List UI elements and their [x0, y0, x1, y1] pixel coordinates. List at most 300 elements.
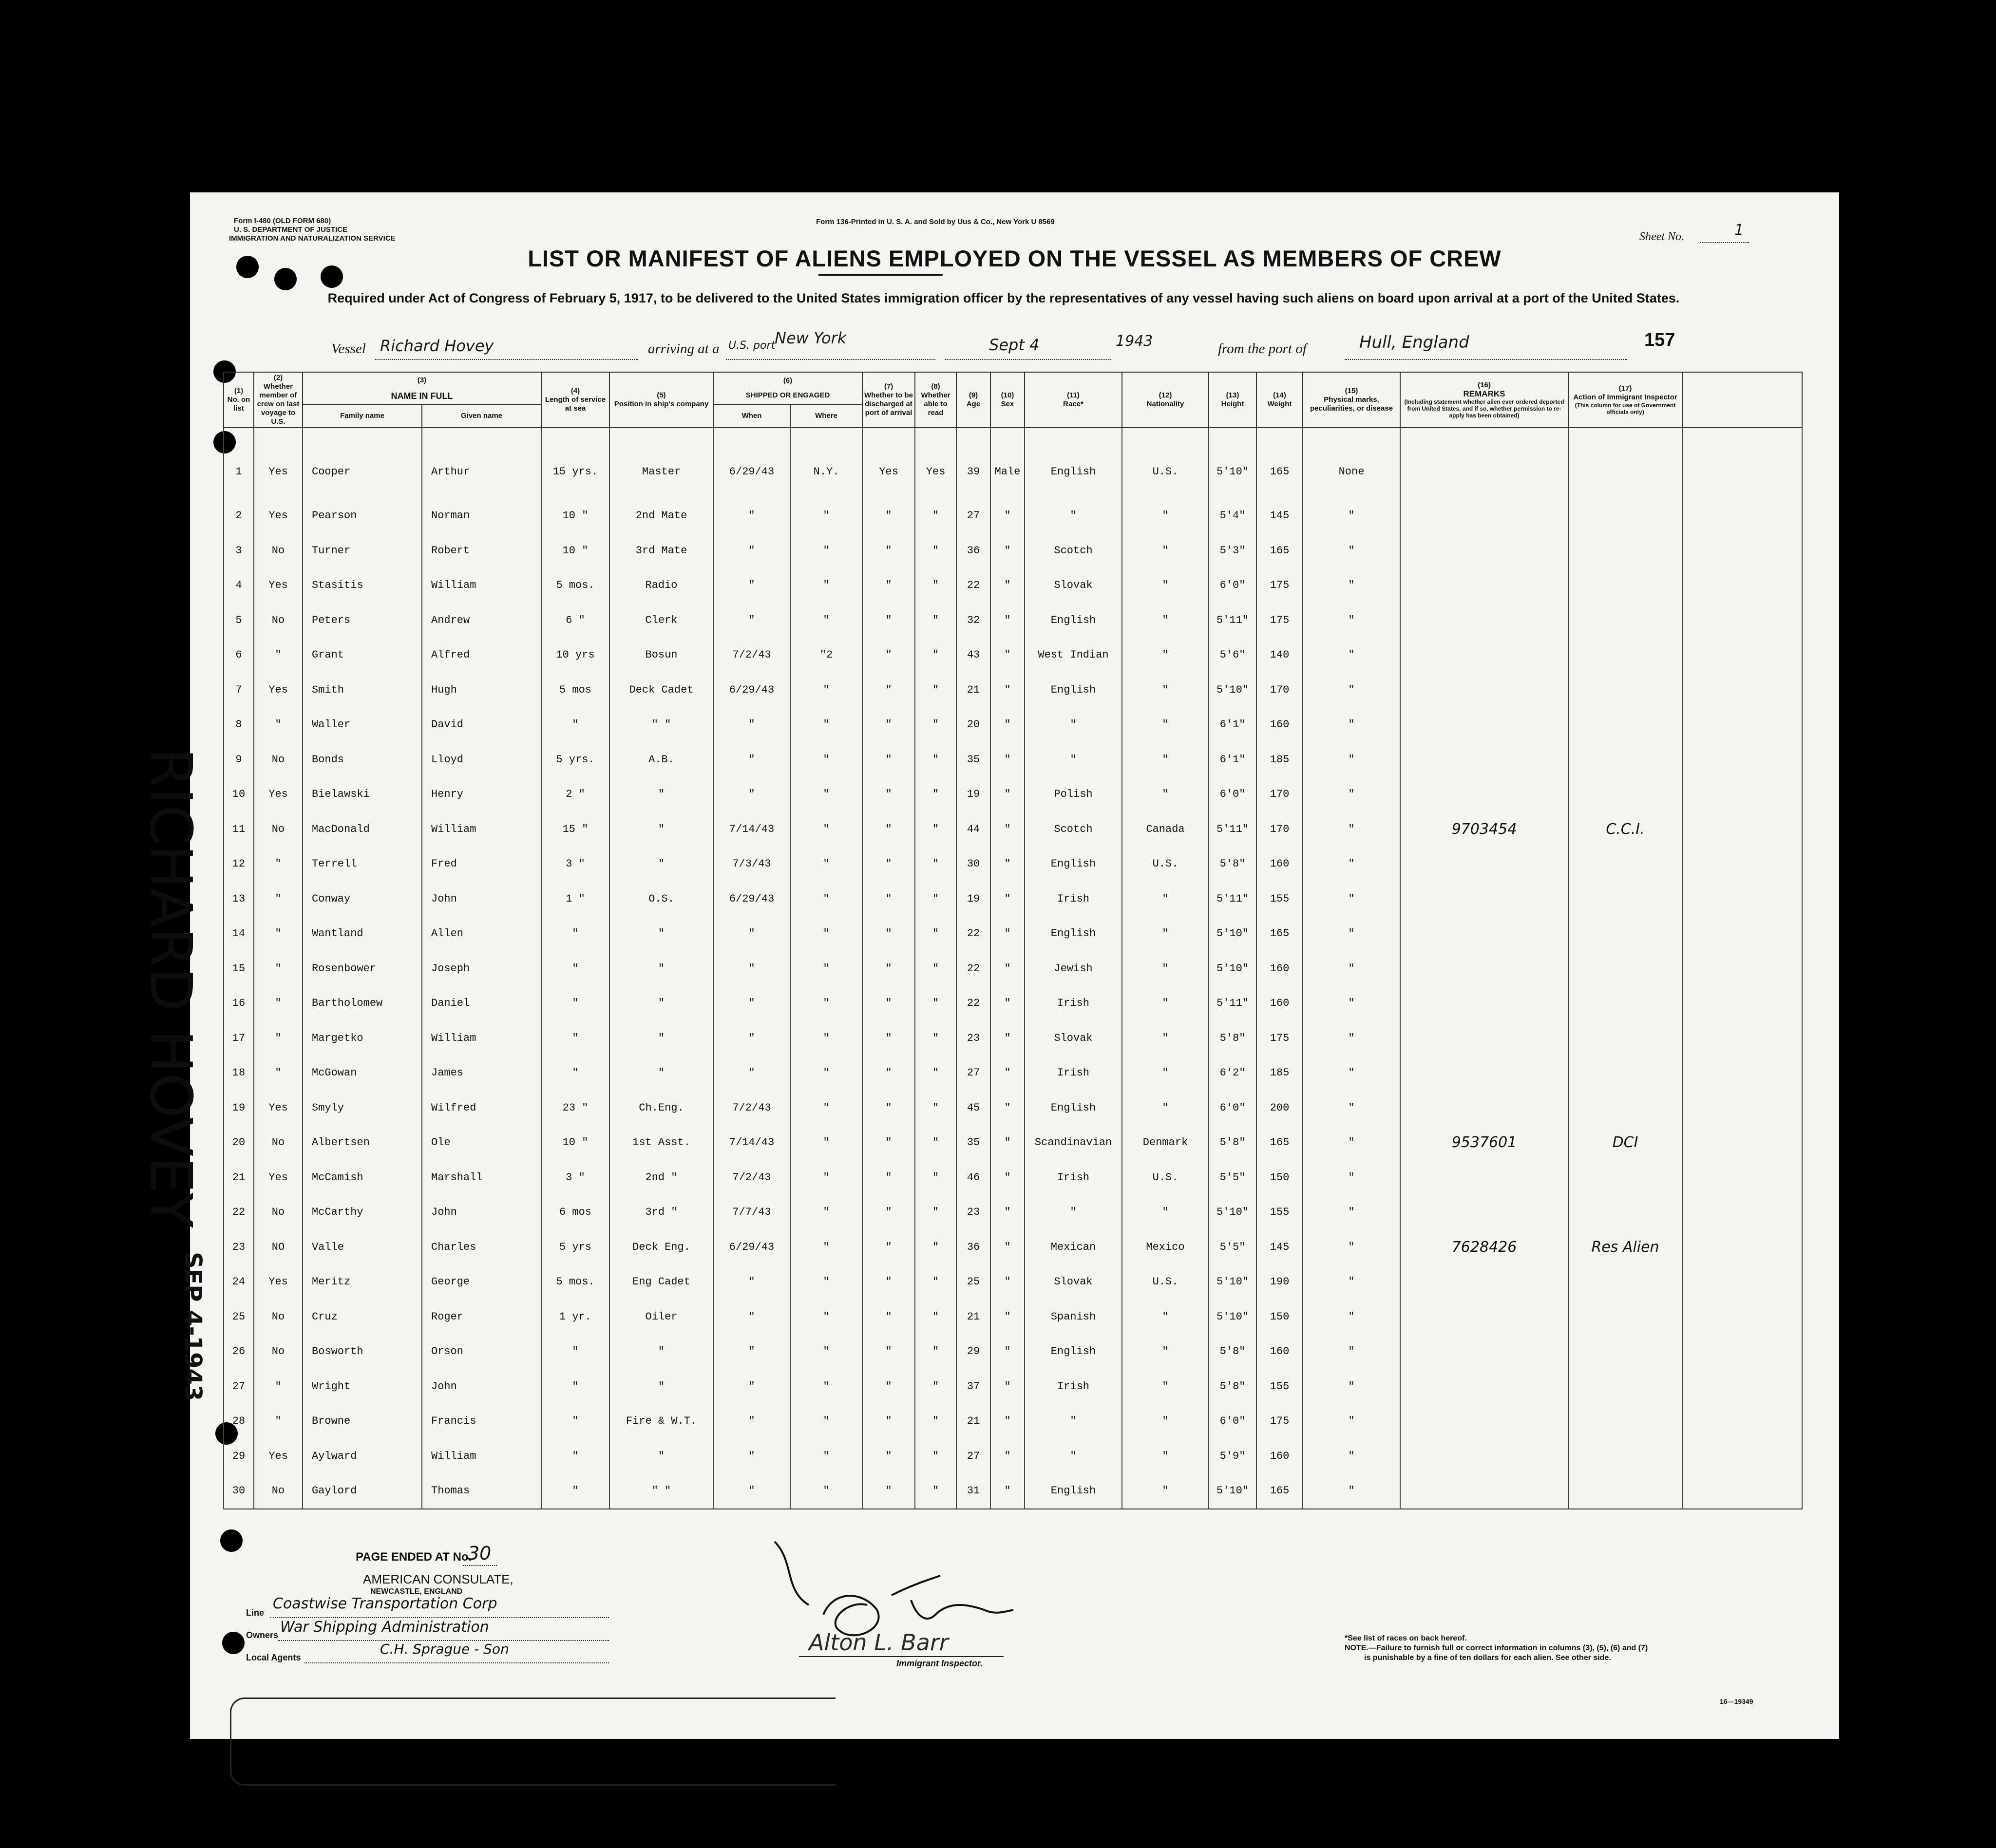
- discharge-cell: ": [862, 498, 915, 533]
- page-number: 157: [1644, 330, 1675, 350]
- sex-cell: ": [990, 1021, 1025, 1056]
- agents-value: C.H. Sprague - Son: [380, 1641, 509, 1657]
- row-number-cell: 12: [224, 847, 254, 882]
- nationality-cell: ": [1122, 951, 1209, 986]
- crew-row: [224, 498, 1802, 533]
- last-voyage-cell: No: [254, 812, 303, 847]
- row-number-cell: 22: [224, 1195, 254, 1230]
- shipped-when-cell: 7/2/43: [713, 1091, 790, 1126]
- shipped-where-cell: ": [790, 1125, 862, 1160]
- read-cell: ": [915, 568, 956, 603]
- last-voyage-cell: ": [254, 707, 303, 742]
- crew-row: [224, 1125, 1802, 1160]
- crew-row: [224, 428, 1802, 498]
- race-cell: English: [1025, 1091, 1122, 1126]
- col-family-name-header: Family name: [303, 404, 422, 428]
- height-cell: 5'10": [1209, 428, 1256, 498]
- height-cell: 5'8": [1209, 1021, 1256, 1056]
- sex-cell: ": [990, 1230, 1025, 1265]
- inspector-action-cell: [1568, 986, 1682, 1021]
- race-cell: ": [1025, 1195, 1122, 1230]
- blank-cell: [1682, 951, 1802, 986]
- discharge-cell: ": [862, 1439, 915, 1474]
- given-name-cell: Roger: [422, 1300, 541, 1335]
- sex-cell: ": [990, 951, 1025, 986]
- position-cell: ": [609, 951, 713, 986]
- vessel-label: Vessel: [331, 341, 366, 357]
- height-cell: 5'8": [1209, 1334, 1256, 1369]
- shipped-when-cell: ": [713, 1300, 790, 1335]
- given-name-cell: Charles: [422, 1230, 541, 1265]
- weight-cell: 175: [1256, 568, 1303, 603]
- read-cell: ": [915, 1334, 956, 1369]
- page-ended-value: 30: [468, 1543, 492, 1564]
- weight-cell: 175: [1256, 1021, 1303, 1056]
- col-discharge-header: (7) Whether to be discharged at port of arrival: [862, 372, 915, 428]
- crew-row: [224, 707, 1802, 742]
- sex-cell: Male: [990, 428, 1025, 498]
- read-cell: ": [915, 498, 956, 533]
- sex-cell: ": [990, 1056, 1025, 1091]
- service-length-cell: ": [541, 1404, 609, 1439]
- shipped-when-cell: 7/7/43: [713, 1195, 790, 1230]
- shipped-when-cell: ": [713, 603, 790, 638]
- service-length-cell: 5 yrs: [541, 1230, 609, 1265]
- shipped-when-cell: 6/29/43: [713, 1230, 790, 1265]
- shipped-where-cell: ": [790, 916, 862, 951]
- shipped-where-cell: ": [790, 847, 862, 882]
- service-length-cell: 1 yr.: [541, 1300, 609, 1335]
- sex-cell: ": [990, 986, 1025, 1021]
- row-number-cell: 19: [224, 1091, 254, 1126]
- physical-marks-cell: ": [1303, 568, 1400, 603]
- inspector-action-cell: [1568, 1334, 1682, 1369]
- family-name-cell: Smith: [303, 673, 422, 708]
- shipped-when-cell: 6/29/43: [713, 882, 790, 917]
- age-cell: 20: [956, 707, 990, 742]
- read-cell: ": [915, 533, 956, 568]
- weight-cell: 175: [1256, 603, 1303, 638]
- shipped-where-cell: ": [790, 1091, 862, 1126]
- shipped-where-cell: ": [790, 1404, 862, 1439]
- read-cell: ": [915, 812, 956, 847]
- given-name-cell: Fred: [422, 847, 541, 882]
- family-name-cell: MacDonald: [303, 812, 422, 847]
- last-voyage-cell: No: [254, 603, 303, 638]
- last-voyage-cell: ": [254, 951, 303, 986]
- row-number-cell: 26: [224, 1334, 254, 1369]
- family-name-cell: Cooper: [303, 428, 422, 498]
- service-length-cell: 10 ": [541, 498, 609, 533]
- given-name-cell: William: [422, 568, 541, 603]
- given-name-cell: David: [422, 707, 541, 742]
- given-name-cell: Daniel: [422, 986, 541, 1021]
- age-cell: 25: [956, 1264, 990, 1300]
- department-label: U. S. DEPARTMENT OF JUSTICE: [234, 226, 348, 234]
- height-cell: 5'11": [1209, 812, 1256, 847]
- shipped-where-cell: ": [790, 1195, 862, 1230]
- inspector-action-cell: [1568, 742, 1682, 777]
- position-cell: ": [609, 777, 713, 812]
- discharge-cell: ": [862, 1334, 915, 1369]
- age-cell: 27: [956, 1439, 990, 1474]
- remarks-cell: [1400, 986, 1568, 1021]
- height-cell: 5'5": [1209, 1160, 1256, 1195]
- crew-row: [224, 777, 1802, 812]
- inspector-action-cell: Res Alien: [1568, 1230, 1682, 1265]
- remarks-cell: [1400, 1334, 1568, 1369]
- age-cell: 46: [956, 1160, 990, 1195]
- sheet-number-label: Sheet No.: [1639, 230, 1684, 243]
- nationality-cell: ": [1122, 638, 1209, 673]
- shipped-when-cell: ": [713, 1404, 790, 1439]
- crew-row: [224, 1473, 1802, 1509]
- physical-marks-cell: ": [1303, 1160, 1400, 1195]
- owners-value: War Shipping Administration: [280, 1619, 489, 1636]
- sex-cell: ": [990, 1300, 1025, 1335]
- punch-hole: [220, 1529, 243, 1552]
- discharge-cell: ": [862, 812, 915, 847]
- height-cell: 5'6": [1209, 638, 1256, 673]
- service-length-cell: 23 ": [541, 1091, 609, 1126]
- last-voyage-cell: ": [254, 638, 303, 673]
- position-cell: Eng Cadet: [609, 1264, 713, 1300]
- sex-cell: ": [990, 1473, 1025, 1509]
- blank-cell: [1682, 777, 1802, 812]
- inspector-action-cell: C.C.I.: [1568, 812, 1682, 847]
- physical-marks-cell: ": [1303, 1404, 1400, 1439]
- blank-cell: [1682, 1125, 1802, 1160]
- family-name-cell: Browne: [303, 1404, 422, 1439]
- discharge-cell: ": [862, 986, 915, 1021]
- age-cell: 21: [956, 673, 990, 708]
- given-name-cell: Ole: [422, 1125, 541, 1160]
- shipped-where-cell: ": [790, 533, 862, 568]
- physical-marks-cell: ": [1303, 638, 1400, 673]
- blank-cell: [1682, 742, 1802, 777]
- owners-label: Owners: [246, 1630, 279, 1640]
- read-cell: ": [915, 847, 956, 882]
- inspector-action-cell: [1568, 1439, 1682, 1474]
- position-cell: ": [609, 1056, 713, 1091]
- remarks-cell: [1400, 673, 1568, 708]
- given-name-cell: William: [422, 1439, 541, 1474]
- blank-cell: [1682, 1264, 1802, 1300]
- nationality-cell: ": [1122, 1334, 1209, 1369]
- col-given-name-header: Given name: [422, 404, 541, 428]
- position-cell: ": [609, 812, 713, 847]
- nationality-cell: ": [1122, 1300, 1209, 1335]
- inspector-action-cell: [1568, 882, 1682, 917]
- physical-marks-cell: ": [1303, 847, 1400, 882]
- blank-cell: [1682, 707, 1802, 742]
- blank-cell: [1682, 568, 1802, 603]
- physical-marks-cell: ": [1303, 1230, 1400, 1265]
- physical-marks-cell: None: [1303, 428, 1400, 498]
- row-number-cell: 18: [224, 1056, 254, 1091]
- shipped-when-cell: 7/14/43: [713, 1125, 790, 1160]
- read-cell: ": [915, 673, 956, 708]
- remarks-cell: [1400, 1439, 1568, 1474]
- vessel-name-line: [375, 359, 638, 360]
- races-note: *See list of races on back hereof.: [1345, 1634, 1467, 1642]
- remarks-cell: [1400, 568, 1568, 603]
- discharge-cell: Yes: [862, 428, 915, 498]
- row-number-cell: 1: [224, 428, 254, 498]
- family-name-cell: Wright: [303, 1369, 422, 1404]
- weight-cell: 150: [1256, 1300, 1303, 1335]
- weight-cell: 170: [1256, 673, 1303, 708]
- remarks-cell: [1400, 1056, 1568, 1091]
- weight-cell: 165: [1256, 533, 1303, 568]
- family-name-cell: Peters: [303, 603, 422, 638]
- remarks-cell: [1400, 498, 1568, 533]
- height-cell: 5'10": [1209, 1195, 1256, 1230]
- inspector-action-cell: [1568, 1021, 1682, 1056]
- from-port: Hull, England: [1359, 333, 1469, 352]
- col-age-header: (9) Age: [956, 372, 990, 428]
- blank-cell: [1682, 847, 1802, 882]
- service-label: IMMIGRATION AND NATURALIZATION SERVICE: [229, 234, 396, 243]
- crew-row: [224, 1369, 1802, 1404]
- row-number-cell: 20: [224, 1125, 254, 1160]
- last-voyage-cell: No: [254, 1334, 303, 1369]
- height-cell: 5'8": [1209, 1125, 1256, 1160]
- vessel-stamp: RICHARD HOVEY: [137, 748, 205, 1228]
- nationality-cell: ": [1122, 1369, 1209, 1404]
- read-cell: ": [915, 1091, 956, 1126]
- race-cell: ": [1025, 742, 1122, 777]
- race-cell: Irish: [1025, 1056, 1122, 1091]
- family-name-cell: Valle: [303, 1230, 422, 1265]
- crew-row: [224, 1439, 1802, 1474]
- position-cell: A.B.: [609, 742, 713, 777]
- sheet-number-value: 1: [1734, 222, 1744, 239]
- sex-cell: ": [990, 1369, 1025, 1404]
- age-cell: 31: [956, 1473, 990, 1509]
- race-cell: Slovak: [1025, 1264, 1122, 1300]
- read-cell: ": [915, 1300, 956, 1335]
- position-cell: Ch.Eng.: [609, 1091, 713, 1126]
- remarks-cell: [1400, 1160, 1568, 1195]
- nationality-cell: U.S.: [1122, 1264, 1209, 1300]
- blank-cell: [1682, 1404, 1802, 1439]
- inspector-action-cell: [1568, 1264, 1682, 1300]
- form-number: Form I-480 (OLD FORM 680): [234, 217, 331, 225]
- weight-cell: 160: [1256, 951, 1303, 986]
- discharge-cell: ": [862, 1160, 915, 1195]
- discharge-cell: ": [862, 707, 915, 742]
- read-cell: ": [915, 916, 956, 951]
- blank-cell: [1682, 1195, 1802, 1230]
- sex-cell: ": [990, 882, 1025, 917]
- service-length-cell: ": [541, 1473, 609, 1509]
- row-number-cell: 11: [224, 812, 254, 847]
- age-cell: 30: [956, 847, 990, 882]
- crew-row: [224, 533, 1802, 568]
- inspector-action-cell: [1568, 847, 1682, 882]
- crew-row: [224, 1264, 1802, 1300]
- shipped-where-cell: "2: [790, 638, 862, 673]
- remarks-cell: 7628426: [1400, 1230, 1568, 1265]
- given-name-cell: Thomas: [422, 1473, 541, 1509]
- position-cell: " ": [609, 707, 713, 742]
- weight-cell: 165: [1256, 428, 1303, 498]
- weight-cell: 155: [1256, 1195, 1303, 1230]
- race-cell: English: [1025, 916, 1122, 951]
- penalty-note: NOTE.—Failure to furnish full or correct information in columns (3), (5), (6) and (7): [1345, 1644, 1648, 1652]
- page-ended-label: PAGE ENDED AT No.: [356, 1550, 472, 1564]
- read-cell: ": [915, 742, 956, 777]
- col-nationality-header: (12) Nationality: [1122, 372, 1209, 428]
- col-weight-header: (14) Weight: [1256, 372, 1303, 428]
- discharge-cell: ": [862, 1473, 915, 1509]
- height-cell: 5'10": [1209, 1264, 1256, 1300]
- height-cell: 6'2": [1209, 1056, 1256, 1091]
- family-name-cell: Smyly: [303, 1091, 422, 1126]
- consulate-stamp: AMERICAN CONSULATE,: [363, 1572, 513, 1586]
- age-cell: 23: [956, 1195, 990, 1230]
- col-height-header: (13) Height: [1209, 372, 1256, 428]
- family-name-cell: Bosworth: [303, 1334, 422, 1369]
- col-service-header: (4) Length of service at sea: [541, 372, 609, 428]
- family-name-cell: Meritz: [303, 1264, 422, 1300]
- row-number-cell: 15: [224, 951, 254, 986]
- given-name-cell: Lloyd: [422, 742, 541, 777]
- nationality-cell: ": [1122, 568, 1209, 603]
- blank-cell: [1682, 882, 1802, 917]
- family-name-cell: Terrell: [303, 847, 422, 882]
- row-number-cell: 28: [224, 1404, 254, 1439]
- blank-cell: [1682, 812, 1802, 847]
- sex-cell: ": [990, 1439, 1025, 1474]
- nationality-cell: ": [1122, 1195, 1209, 1230]
- col-when-header: When: [713, 404, 790, 428]
- given-name-cell: John: [422, 1195, 541, 1230]
- age-cell: 19: [956, 777, 990, 812]
- vessel-name: Richard Hovey: [380, 337, 494, 355]
- family-name-cell: Rosenbower: [303, 951, 422, 986]
- shipped-when-cell: ": [713, 707, 790, 742]
- shipped-where-cell: ": [790, 1473, 862, 1509]
- family-name-cell: McGowan: [303, 1056, 422, 1091]
- last-voyage-cell: Yes: [254, 498, 303, 533]
- family-name-cell: Turner: [303, 533, 422, 568]
- inspector-action-cell: [1568, 1404, 1682, 1439]
- read-cell: ": [915, 882, 956, 917]
- col-read-header: (8) Whether able to read: [915, 372, 956, 428]
- crew-row: [224, 1334, 1802, 1369]
- page-title: LIST OR MANIFEST OF ALIENS EMPLOYED ON THE VESSEL AS MEMBERS OF CREW: [528, 245, 1502, 271]
- crew-row: [224, 673, 1802, 708]
- weight-cell: 160: [1256, 847, 1303, 882]
- col-last-voyage-header: (2) Whether member of crew on last voyage to U.S.: [254, 372, 303, 428]
- nationality-cell: Canada: [1122, 812, 1209, 847]
- physical-marks-cell: ": [1303, 1334, 1400, 1369]
- age-cell: 27: [956, 1056, 990, 1091]
- inspector-label: Immigrant Inspector.: [896, 1659, 983, 1668]
- shipped-where-cell: ": [790, 742, 862, 777]
- height-cell: 5'10": [1209, 1300, 1256, 1335]
- blank-cell: [1682, 1230, 1802, 1265]
- race-cell: ": [1025, 707, 1122, 742]
- sex-cell: ": [990, 568, 1025, 603]
- discharge-cell: ": [862, 1230, 915, 1265]
- page-ended-line: [463, 1565, 497, 1566]
- service-length-cell: ": [541, 916, 609, 951]
- nationality-cell: ": [1122, 986, 1209, 1021]
- shipped-when-cell: ": [713, 1473, 790, 1509]
- given-name-cell: Robert: [422, 533, 541, 568]
- blank-cell: [1682, 1021, 1802, 1056]
- service-length-cell: 5 mos.: [541, 1264, 609, 1300]
- consulate-city: NEWCASTLE, ENGLAND: [370, 1587, 463, 1596]
- row-number-cell: 14: [224, 916, 254, 951]
- sex-cell: ": [990, 812, 1025, 847]
- shipped-where-cell: ": [790, 1160, 862, 1195]
- height-cell: 5'4": [1209, 498, 1256, 533]
- read-cell: Yes: [915, 428, 956, 498]
- physical-marks-cell: ": [1303, 742, 1400, 777]
- last-voyage-cell: ": [254, 916, 303, 951]
- height-cell: 6'0": [1209, 1091, 1256, 1126]
- inspector-action-cell: [1568, 1369, 1682, 1404]
- remarks-cell: [1400, 847, 1568, 882]
- col-shipped-header: (6) SHIPPED OR ENGAGED: [713, 372, 862, 404]
- height-cell: 5'10": [1209, 673, 1256, 708]
- last-voyage-cell: Yes: [254, 1439, 303, 1474]
- age-cell: 37: [956, 1369, 990, 1404]
- crew-row: [224, 812, 1802, 847]
- remarks-cell: 9703454: [1400, 812, 1568, 847]
- shipped-when-cell: ": [713, 916, 790, 951]
- crew-row: [224, 1056, 1802, 1091]
- col-name-header: (3) NAME IN FULL: [303, 372, 541, 404]
- weight-cell: 185: [1256, 1056, 1303, 1091]
- height-cell: 5'3": [1209, 533, 1256, 568]
- col-where-header: Where: [790, 404, 862, 428]
- shipped-when-cell: ": [713, 1264, 790, 1300]
- position-cell: 2nd ": [609, 1160, 713, 1195]
- last-voyage-cell: ": [254, 882, 303, 917]
- position-cell: ": [609, 986, 713, 1021]
- remarks-cell: [1400, 1021, 1568, 1056]
- nationality-cell: ": [1122, 1473, 1209, 1509]
- shipped-where-cell: ": [790, 1334, 862, 1369]
- shipped-where-cell: ": [790, 777, 862, 812]
- nationality-cell: ": [1122, 1439, 1209, 1474]
- race-cell: ": [1025, 1404, 1122, 1439]
- family-name-cell: Bartholomew: [303, 986, 422, 1021]
- remarks-cell: [1400, 1473, 1568, 1509]
- shipped-when-cell: 7/3/43: [713, 847, 790, 882]
- col-remarks-header: (16) REMARKS (Including statement whether alien ever ordered deported from United States, and if so, whether permission to re-apply has been obtained): [1400, 372, 1568, 428]
- nationality-cell: ": [1122, 603, 1209, 638]
- line-underline: [270, 1617, 609, 1618]
- position-cell: Deck Cadet: [609, 673, 713, 708]
- age-cell: 45: [956, 1091, 990, 1126]
- age-cell: 39: [956, 428, 990, 498]
- height-cell: 6'1": [1209, 742, 1256, 777]
- inspector-line: [799, 1656, 1004, 1657]
- shipped-when-cell: ": [713, 533, 790, 568]
- remarks-cell: [1400, 1195, 1568, 1230]
- nationality-cell: ": [1122, 1021, 1209, 1056]
- position-cell: Clerk: [609, 603, 713, 638]
- nationality-cell: ": [1122, 916, 1209, 951]
- position-cell: Master: [609, 428, 713, 498]
- row-number-cell: 27: [224, 1369, 254, 1404]
